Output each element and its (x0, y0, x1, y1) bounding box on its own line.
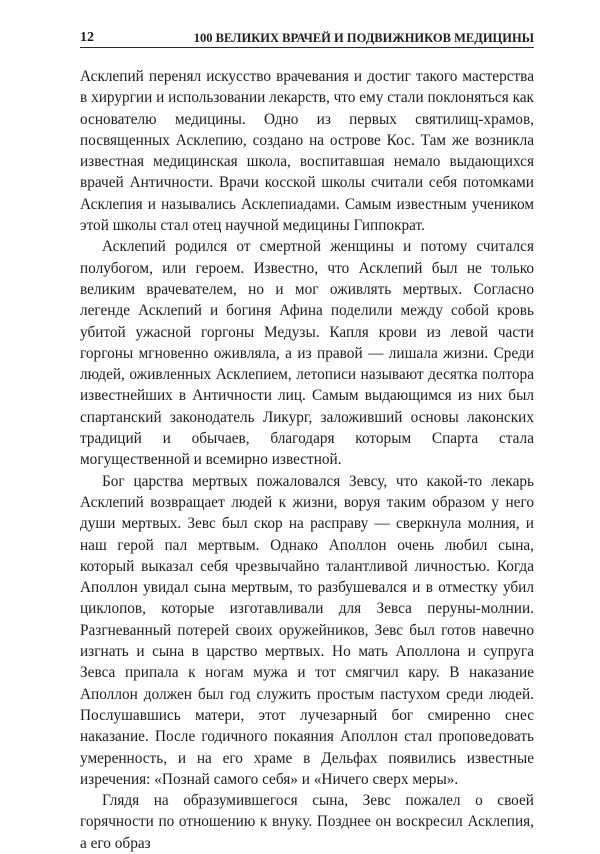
paragraph-2: Асклепий родился от смертной женщины и потому считался полубогом, или героем. Известно, что Асклепий был не только великим врачевателем, но и мог оживлять мертвых. Согласно легенде Асклепий и богиня Афина поделили между собой кровь убитой ужасной горгоны Медузы. Капля крови из левой части горгоны мгновенно оживляла, а из правой — лишала жизни. Среди людей, оживленных Асклепием, летописи называют десятка полтора известнейших в Античности лиц. Самым выдающимся из них был спартанский законодатель Ликург, заложивший основы лаконских традиций и обычаев, благодаря которым Спарта стала могущественной и всемирно известной. (80, 238, 534, 469)
book-title: 100 ВЕЛИКИХ ВРАЧЕЙ И ПОДВИЖНИКОВ МЕДИЦИНЫ (193, 31, 534, 45)
running-header (80, 29, 534, 48)
paragraph-3: Бог царства мертвых пожаловался Зевсу, что какой-то лекарь Асклепий возвращает людей к жизни, воруя таким образом у него души мертвых. Зевс был скор на расправу — сверкнула молния, и наш герой пал мертвым. Однако Аполлон очень любил сына, который выказал себя чрезвычайно талантливой личностью. Когда Аполлон увидал сына мертвым, то разбушевался и в отместку убил циклопов, которые изготавливали для Зевса перуны-молнии. Разгневанный потерей своих оружейников, Зевс был готов навечно изгнать и сына в царство мертвых. Но мать Аполлона и супруга Зевса припала к ногам мужа и тот смягчил кару. В наказание Аполлон должен был год служить простым пастухом среди людей. Послушавшись матери, этот лучезарный бог смиренно снес наказание. После годичного покаяния Аполлон стал проповедовать умеренность, и на его храме в Дельфах появились известные изречения: «Познай самого себя» и «Ничего сверх меры». (80, 472, 534, 788)
paragraph-1: Асклепий перенял искусство врачевания и достиг такого мастерства в хирургии и использовании лекарств, что ему стали поклоняться как основателю медицины. Одно из первых святилищ-храмов, посвященных Асклепию, создано на острове Кос. Там же возникла известная медицинская школа, воспитавшая немало выдающихся врачей Античности. Врачи косской школы считали себя потомками Асклепия и назывались Асклепиадами. Самым известным учеником этой школы стал отец научной медицины Гиппократ. (80, 68, 534, 235)
page-number: 12 (80, 30, 94, 45)
paragraph-4: Глядя на образумившегося сына, Зевс пожалел о своей горячности по отношению к внуку. Позднее он воскресил Асклепия, а его образ (80, 792, 534, 852)
body-text (80, 66, 534, 854)
